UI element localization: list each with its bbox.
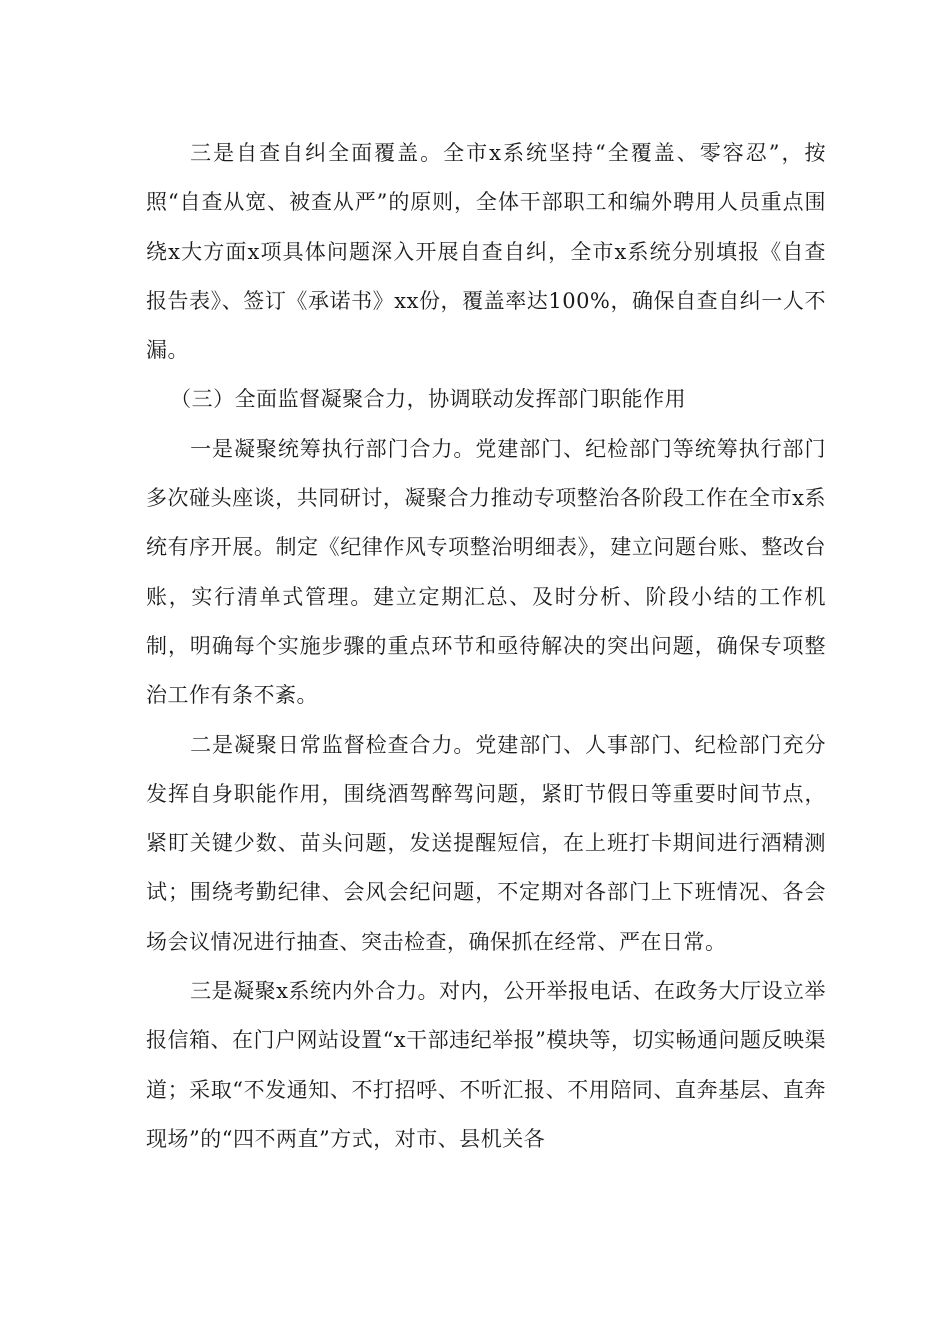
paragraph-self-inspection: 三是自查自纠全面覆盖。全市x系统坚持“全覆盖、零容忍”，按照“自查从宽、被查从严”的原则，全体干部职工和编外聘用人员重点围绕x大方面x项具体问题深入开展自查自纠，全市x系统分别填报《自查报告表》、签订《承诺书》xx份，覆盖率达100%，确保自查自纠一人不漏。 [146, 141, 826, 363]
paragraph-daily-supervision: 二是凝聚日常监督检查合力。党建部门、人事部门、纪检部门充分发挥自身职能作用，围绕酒驾醉驾问题，紧盯节假日等重要时间节点，紧盯关键少数、苗头问题，发送提醒短信，在上班打卡期间进行酒精测试；围绕考勤纪律、会风会纪问题，不定期对各部门上下班情况、各会场会议情况进行抽查、突击检查，确保抓在经常、严在日常。 [146, 732, 826, 954]
paragraph-coordination: 一是凝聚统筹执行部门合力。党建部门、纪检部门等统筹执行部门多次碰头座谈，共同研讨，凝聚合力推动专项整治各阶段工作在全市x系统有序开展。制定《纪律作风专项整治明细表》，建立问题台账、整改台账，实行清单式管理。建立定期汇总、及时分析、阶段小结的工作机制，明确每个实施步骤的重点环节和亟待解决的突出问题，确保专项整治工作有条不紊。 [146, 436, 826, 708]
paragraph-internal-external: 三是凝聚x系统内外合力。对内，公开举报电话、在政务大厅设立举报信箱、在门户网站设置“x干部违纪举报”模块等，切实畅通问题反映渠道；采取“不发通知、不打招呼、不听汇报、不用陪同、直奔基层、直奔现场”的“四不两直”方式，对市、县机关各 [146, 979, 826, 1151]
section-heading-3: （三）全面监督凝聚合力，协调联动发挥部门职能作用 [170, 387, 687, 412]
document-body [146, 129, 826, 1164]
